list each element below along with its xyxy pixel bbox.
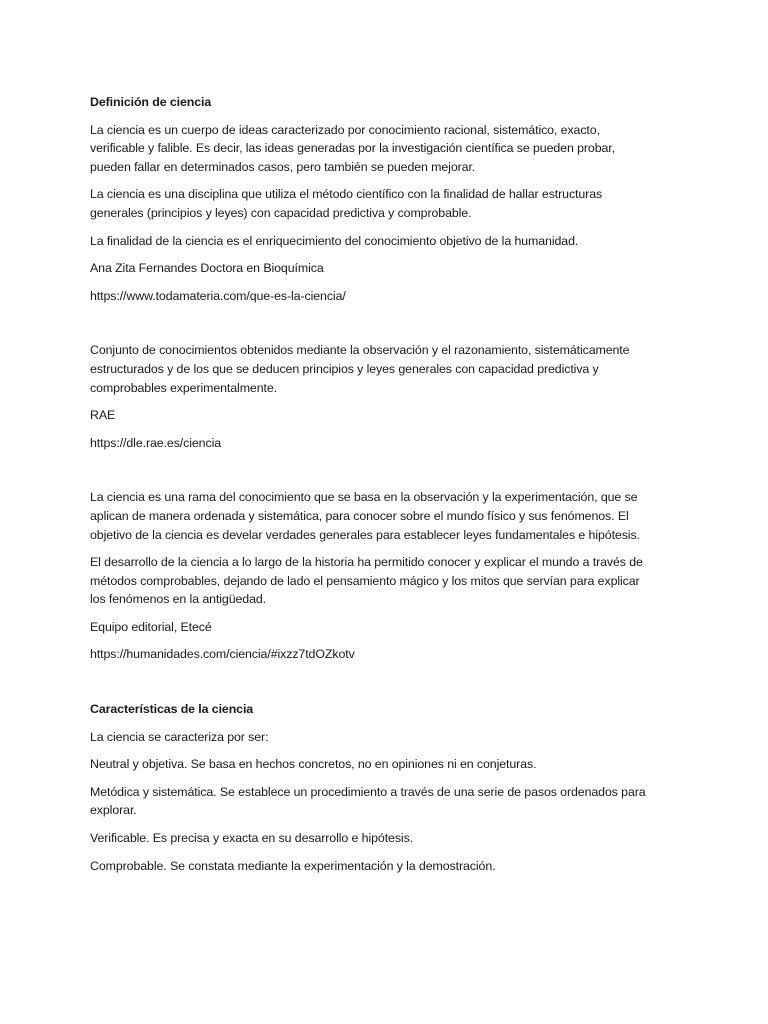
characteristic-item: Comprobable. Se constata mediante la experimentación y la demostración. — [90, 858, 496, 873]
characteristic-item: Metódica y sistemática. Se establece un procedimiento a través de una serie de pasos ordenados para explorar. — [90, 784, 646, 818]
paragraph-humanidades-1: La ciencia es una rama del conocimiento que se basa en la observación y la experimentación, que se aplican de manera ordenada y sistemática, para conocer sobre el mundo físico y sus fenómenos. El objetivo de la ciencia es develar verdades generales para establecer leyes fundamentales e hipótesis. — [90, 490, 640, 542]
source-author-1: Ana Zita Fernandes Doctora en Bioquímica — [90, 261, 324, 276]
paragraph-humanidades-2: El desarrollo de la ciencia a lo largo de la historia ha permitido conocer y explicar el mundo a través de métodos comprobables, dejando de lado el pensamiento mágico y los mitos que servían para explicar los fenómenos en la antigüedad. — [90, 555, 643, 607]
source-url-3: https://humanidades.com/ciencia/#ixzz7tdOZkotv — [90, 647, 355, 662]
paragraph-definition-2: La ciencia es una disciplina que utiliza el método científico con la finalidad de hallar estructuras generales (principios y leyes) con capacidad predictiva y comprobable. — [90, 187, 603, 220]
section-heading-characteristics: Características de la ciencia — [90, 702, 254, 717]
source-url-2: https://dle.rae.es/ciencia — [90, 435, 222, 450]
source-url-1: https://www.todamateria.com/que-es-la-ciencia/ — [90, 288, 346, 303]
paragraph-definition-3: La finalidad de la ciencia es el enriquecimiento del conocimiento objetivo de la humanidad. — [90, 233, 579, 248]
characteristics-intro: La ciencia se caracteriza por ser: — [90, 729, 269, 744]
document-page — [90, 93, 650, 884]
characteristic-item: Neutral y objetiva. Se basa en hechos concretos, no en opiniones ni en conjeturas. — [90, 757, 537, 772]
characteristic-item: Verificable. Es precisa y exacta en su desarrollo e hipótesis. — [90, 831, 414, 846]
source-author-3: Equipo editorial, Etecé — [90, 619, 212, 634]
section-heading-definition: Definición de ciencia — [90, 95, 212, 109]
paragraph-rae-definition: Conjunto de conocimientos obtenidos mediante la observación y el razonamiento, sistemáticamente estructurados y de los que se deducen principios y leyes generales con capacidad predictiva y comprobables experimentalmente. — [90, 343, 630, 395]
source-author-2: RAE — [90, 408, 116, 423]
paragraph-definition-1: La ciencia es un cuerpo de ideas caracterizado por conocimiento racional, sistemático, exacto, verificable y falible. Es decir, las ideas generadas por la investigación científica se pueden probar, pueden fallar en determinados casos, pero también se pueden mejorar. — [90, 122, 615, 174]
